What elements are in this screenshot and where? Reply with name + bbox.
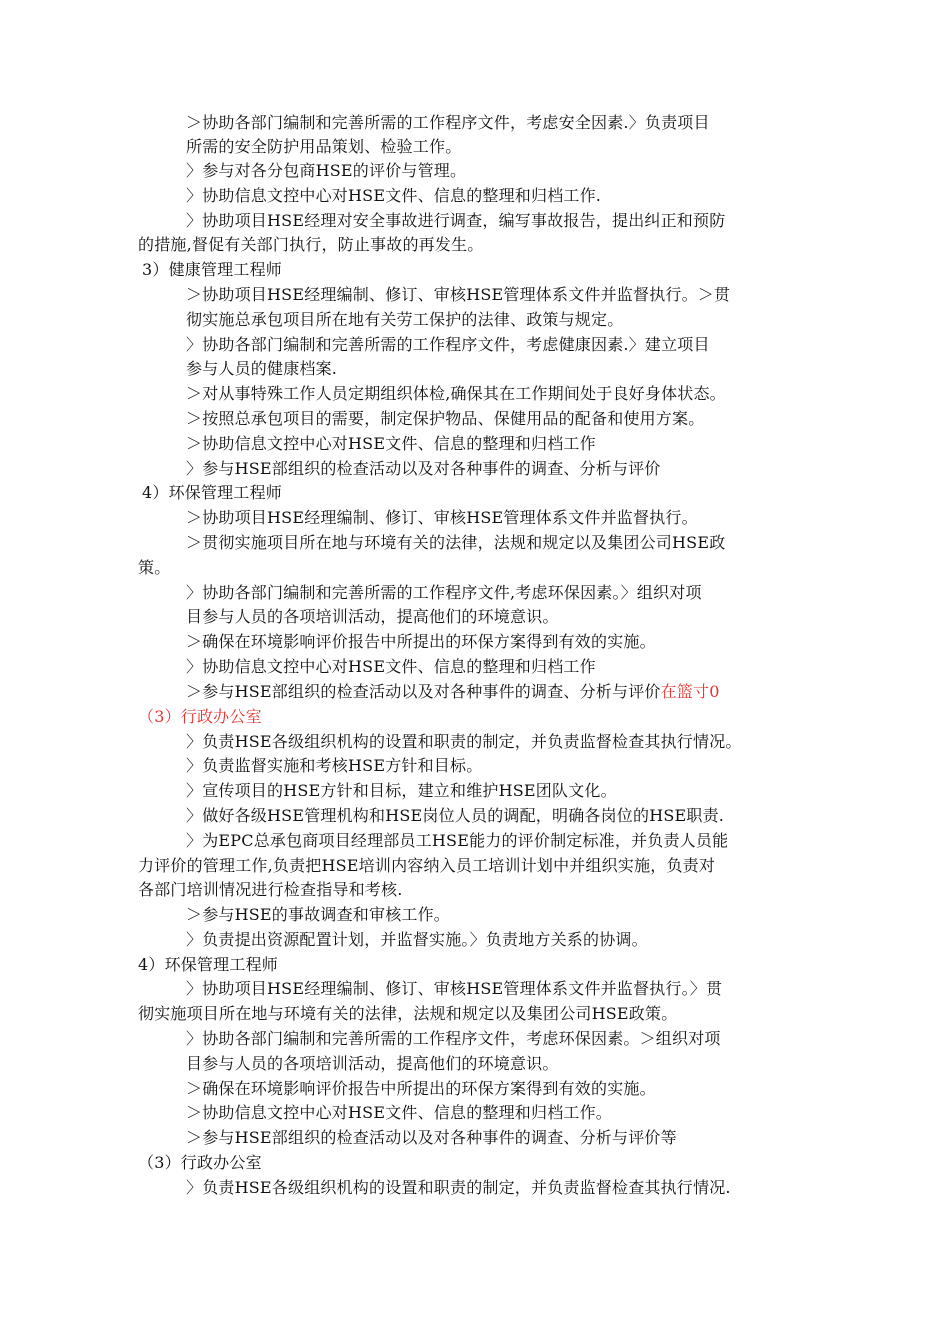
- text-line: 〉协助各部门编制和完善所需的工作程序文件,考虑环保因素。〉组织对项: [186, 583, 702, 602]
- text-line: ＞协助信息文控中心对HSE文件、信息的整理和归档工作: [186, 434, 596, 453]
- text-line: 〉参与HSE部组织的检查活动以及对各种事件的调查、分析与评价: [186, 459, 661, 478]
- text-line: 〉做好各级HSE管理机构和HSE岗位人员的调配，明确各岗位的HSE职责.: [186, 806, 725, 825]
- text-line: ＞协助信息文控中心对HSE文件、信息的整理和归档工作。: [186, 1103, 612, 1122]
- text-line: ＞协助各部门编制和完善所需的工作程序文件，考虑安全因素.〉负责项目: [186, 113, 710, 132]
- text-line: ＞按照总承包项目的需要，制定保护物品、保健用品的配备和使用方案。: [186, 409, 705, 428]
- section-heading: 3）健康管理工程师: [142, 260, 282, 279]
- section-heading: （3）行政办公室: [138, 1153, 262, 1172]
- text-line: 彻实施项目所在地与环境有关的法律，法规和规定以及集团公司HSE政策。: [138, 1004, 678, 1023]
- text-line: 〉负责监督实施和考核HSE方针和目标。: [186, 756, 483, 775]
- text-line: ＞协助项目HSE经理编制、修订、审核HSE管理体系文件并监督执行。＞贯: [186, 285, 731, 304]
- text-line: 〉为EPC总承包商项目经理部员工HSE能力的评价制定标准，并负责人员能: [186, 831, 729, 850]
- text-line: 〉负责HSE各级组织机构的设置和职责的制定，并负责监督检查其执行情况.: [186, 1178, 731, 1197]
- text-line: 策。: [138, 558, 171, 577]
- text-line: ＞确保在环境影响评价报告中所提出的环保方案得到有效的实施。: [186, 632, 656, 651]
- text-line: 的措施,督促有关部门执行，防止事故的再发生。: [138, 235, 484, 254]
- text-line: 〉协助信息文控中心对HSE文件、信息的整理和归档工作: [186, 657, 596, 676]
- text-line: 〉负责HSE各级组织机构的设置和职责的制定，并负责监督检查其执行情况。: [186, 732, 742, 751]
- section-heading-red: （3）行政办公室: [138, 707, 262, 726]
- text-line: 〉协助项目HSE经理编制、修订、审核HSE管理体系文件并监督执行。〉贯: [186, 979, 723, 998]
- text-line: 力评价的管理工作,负责把HSE培训内容纳入员工培训计划中并组织实施，负责对: [138, 856, 716, 875]
- section-heading: 4）环保管理工程师: [142, 483, 282, 502]
- text-line: 〉协助各部门编制和完善所需的工作程序文件，考虑环保因素。＞组织对项: [186, 1029, 721, 1048]
- red-annotation: 在篮寸0: [660, 682, 720, 701]
- text-line: ＞对从事特殊工作人员定期组织体检,确保其在工作期间处于良好身体状态。: [186, 384, 726, 403]
- text-line-main: ＞参与HSE部组织的检查活动以及对各种事件的调查、分析与评价: [186, 682, 661, 701]
- text-line: 彻实施总承包项目所在地有关劳工保护的法律、政策与规定。: [186, 310, 624, 329]
- text-line: 目参与人员的各项培训活动，提高他们的环境意识。: [186, 607, 559, 626]
- text-line: 各部门培训情况进行检查指导和考核.: [138, 880, 403, 899]
- text-line: ＞协助项目HSE经理编制、修订、审核HSE管理体系文件并监督执行。: [186, 508, 698, 527]
- text-line: 〉协助各部门编制和完善所需的工作程序文件，考虑健康因素.〉建立项目: [186, 335, 710, 354]
- text-line: 参与人员的健康档案.: [186, 359, 338, 378]
- text-line: 目参与人员的各项培训活动，提高他们的环境意识。: [186, 1054, 559, 1073]
- text-line: 〉参与对各分包商HSE的评价与管理。: [186, 161, 467, 180]
- text-line: 〉协助信息文控中心对HSE文件、信息的整理和归档工作.: [186, 186, 602, 205]
- text-line: [186, 680, 720, 704]
- text-line: 所需的安全防护用品策划、检验工作。: [186, 137, 462, 156]
- text-line: 〉宣传项目的HSE方针和目标，建立和维护HSE团队文化。: [186, 781, 617, 800]
- text-line: ＞参与HSE部组织的检查活动以及对各种事件的调查、分析与评价等: [186, 1128, 677, 1147]
- text-line: 〉负责提出资源配置计划，并监督实施。〉负责地方关系的协调。: [186, 930, 648, 949]
- section-heading: 4）环保管理工程师: [138, 955, 278, 974]
- text-line: ＞贯彻实施项目所在地与环境有关的法律，法规和规定以及集团公司HSE政: [186, 533, 726, 552]
- text-line: ＞参与HSE的事故调查和审核工作。: [186, 905, 450, 924]
- text-line: 〉协助项目HSE经理对安全事故进行调查，编写事故报告，提出纠正和预防: [186, 211, 726, 230]
- text-line: ＞确保在环境影响评价报告中所提出的环保方案得到有效的实施。: [186, 1079, 656, 1098]
